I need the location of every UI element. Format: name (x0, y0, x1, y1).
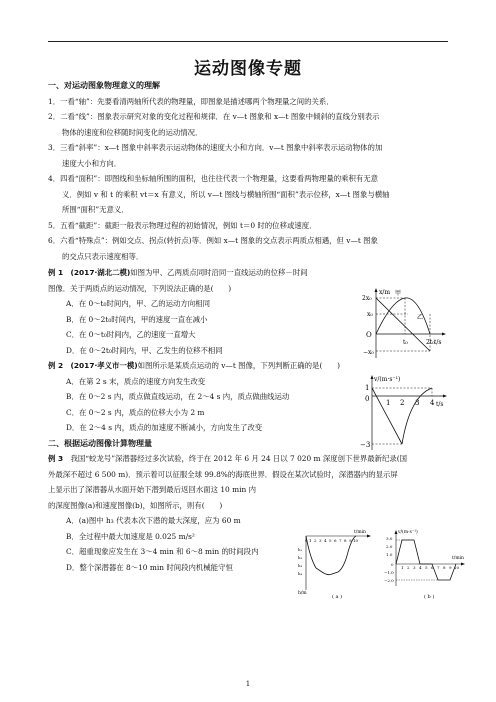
option-d: D．整个深潜器在 8～10 min 时间段内机械能守恒 (66, 562, 233, 572)
y-axis-label: h/m (298, 591, 307, 596)
option-d: D．在 2～4 s 内，质点的加速度不断减小，方向发生了改变 (66, 423, 263, 432)
rule-item: 2．二看“线”：图象表示研究对象的变化过程和规律．在 v—t 图象和 x—t 图象中倾斜的直线分别表示 (48, 112, 380, 121)
example-stem: 如图为甲、乙两质点同时沿同一直线运动的位移－时间 (130, 268, 308, 277)
page-number: 1 (245, 680, 251, 688)
x-axis-label: t/s (434, 339, 442, 346)
curve-label: 乙 (417, 314, 424, 321)
example-stem: 我国“蛟龙号”深潜器经过多次试验，终于在 2012 年 6 月 24 日以 7 020 m 深度创下世界最新纪录(国 (70, 454, 408, 463)
x-tick: 9 (349, 538, 352, 543)
x-tick: 1 (386, 399, 391, 407)
x-axis-label: t/min (354, 530, 366, 535)
x-tick: 6 (334, 538, 337, 543)
x-tick: 2 (314, 538, 317, 543)
rule-item: 的交点只表示速度相等． (62, 251, 144, 261)
example-stem: 如图所示是某质点运动的 v—t 图像，下列判断正确的是( ) (137, 361, 340, 370)
option-a: A．在 0～t₀时间内，甲、乙的运动方向相同 (66, 299, 210, 308)
example-stem: 上显示出了深潜器从水面开始下潜到最后返回水面这 10 min 内 (48, 485, 256, 494)
origin-label: O (366, 331, 372, 339)
x-axis-label: t/min (452, 556, 464, 561)
x-tick: 3 (413, 565, 416, 570)
x-tick: 8 (443, 565, 446, 570)
example-1-xt-graph (362, 286, 448, 364)
x-tick: 2 (407, 565, 410, 570)
x-tick: 5 (425, 565, 428, 570)
option-c: C．在 0～2 s 内，质点的位移大小为 2 m (66, 407, 205, 417)
example-label: 例 1 (48, 268, 64, 277)
x-axis-label: t/s (436, 401, 444, 408)
option-a: A．(a)图中 h₃ 代表本次下潜的最大深度，应为 60 m (66, 516, 241, 525)
x-tick: 4 (419, 565, 422, 570)
rule-item: 6．六看“特殊点”：例如交点、拐点(转折点)等．例如 x—t 图象的交点表示两质点相遇，但 v—t 图象 (48, 236, 378, 245)
rule-item: 1．一看“轴”：先要看清两轴所代表的物理量，即图象是描述哪两个物理量之间的关系． (48, 96, 334, 106)
example-stem: 图像．关于两质点的运动情况，下列说法正确的是( ) (48, 283, 232, 293)
section-2 (48, 436, 448, 452)
x-tick: 4 (430, 399, 435, 407)
example-3-velocity-graph (382, 528, 468, 600)
y-tick: h₂ (298, 555, 303, 560)
x-tick: 0 (305, 538, 308, 543)
page-title: 运动图像专题 (194, 59, 302, 79)
rule-item: 物体的速度和位移随时间变化的运动情况． (62, 127, 203, 137)
example-1 (48, 265, 358, 358)
velocity-line (396, 540, 456, 580)
section-1 (48, 78, 448, 264)
graph-caption: ( a ) (332, 594, 343, 600)
section-1-heading: 一、对运动图象物理意义的理解 (48, 81, 160, 90)
example-label: 例 3 (48, 454, 64, 463)
x-tick: 2 (400, 399, 405, 407)
graph-caption: ( b ) (424, 594, 435, 600)
option-b: B．全过程中最大加速度是 0.025 m/s² (66, 531, 195, 541)
example-source: (2017·湖北二模) (70, 268, 131, 277)
example-stem: 外最深不超过 6 500 m)．预示着可以征服全球 99.8%的海底世界．假设在某次试验时，深潜器内的显示屏 (48, 469, 398, 479)
option-b: B．在 0～2t₀时间内，甲的速度一直在减小 (66, 314, 208, 324)
y-axis-label: v/(m·s⁻¹) (374, 376, 401, 383)
x-tick: 10 (454, 565, 460, 570)
option-c: C．超重现象应发生在 3～4 min 和 6～8 min 的时间段内 (66, 547, 259, 556)
y-tick: 0 (391, 562, 394, 567)
x-tick: 5 (329, 538, 332, 543)
rule-item: 5．五看“截距”：截距一般表示物理过程的初始情况，例如 t＝0 时的位移或速度． (48, 220, 317, 230)
rule-item: 义．例如 v 和 t 的乘积 vt＝x 有意义，所以 v—t 图线与横轴所围“面积”表示位移，x—t 图象与横轴 (62, 189, 390, 199)
x-tick: 2t₀ (426, 339, 435, 346)
curve-label: 甲 (395, 290, 402, 297)
x-tick: 4 (324, 538, 327, 543)
x-tick: 1 (309, 538, 312, 543)
rule-item: 3．三看“斜率”：x—t 图象中斜率表示运动物体的速度大小和方向．v—t 图象中斜率表示运动物体的加 (48, 143, 383, 152)
rule-item: 速度大小和方向． (62, 158, 122, 168)
header-rule (48, 41, 448, 42)
option-d: D．在 0～2t₀时间内，甲、乙发生的位移不相同 (66, 345, 223, 355)
y-tick: h₁ (298, 547, 303, 552)
y-tick: h₃ (298, 563, 303, 568)
y-tick: 3.0 (386, 536, 393, 541)
option-a: A．在第 2 s 末，质点的速度方向发生改变 (66, 376, 206, 386)
option-b: B．在 0～2 s 内，质点做直线运动，在 2～4 s 内，质点做曲线运动 (66, 392, 290, 401)
rule-item: 所围“面积”无意义． (62, 205, 129, 214)
x-tick: 3 (415, 399, 420, 407)
x-tick: 3 (319, 538, 322, 543)
x-tick: t₀ (403, 339, 408, 346)
x-tick: 8 (344, 538, 347, 543)
rule-item: 4．四看“面积”：即图线和坐标轴所围的面积，也往往代表一个物理量，这要看两物理量的乘积有无意 (48, 174, 379, 183)
x-tick: 10 (353, 538, 359, 543)
x-tick: 6 (431, 565, 434, 570)
example-2 (48, 358, 358, 436)
y-tick: −x₀ (363, 349, 374, 356)
example-stem: 的深度图像(a)和速度图像(b)，如图所示，则有( ) (48, 500, 223, 510)
y-tick: 2x₀ (362, 295, 372, 302)
y-tick: −2.0 (384, 578, 394, 583)
x-tick: 9 (449, 565, 452, 570)
x-tick: 1 (401, 565, 404, 570)
option-c: C．在 0～t₀时间内，乙的速度一直增大 (66, 330, 196, 339)
y-tick: x₀ (367, 311, 373, 318)
y-tick: 0 (365, 395, 370, 403)
x-tick: 7 (437, 565, 440, 570)
y-tick: 1 (365, 384, 370, 392)
x-tick: 7 (339, 538, 342, 543)
y-tick: −3 (360, 441, 371, 449)
section-2-heading: 二、根据运动图像计算物理量 (48, 439, 152, 448)
y-tick: h₄ (298, 571, 303, 576)
y-axis-label: x/m (379, 289, 391, 296)
y-axis-label: v/(m·s⁻¹) (398, 530, 418, 535)
example-source: (2017·孝义市一模) (70, 361, 138, 370)
example-label: 例 2 (48, 361, 64, 370)
y-tick: 2.0 (386, 544, 393, 549)
y-tick: 1.0 (386, 552, 393, 557)
y-tick: −1.0 (384, 570, 394, 575)
example-3-depth-graph (298, 528, 374, 600)
